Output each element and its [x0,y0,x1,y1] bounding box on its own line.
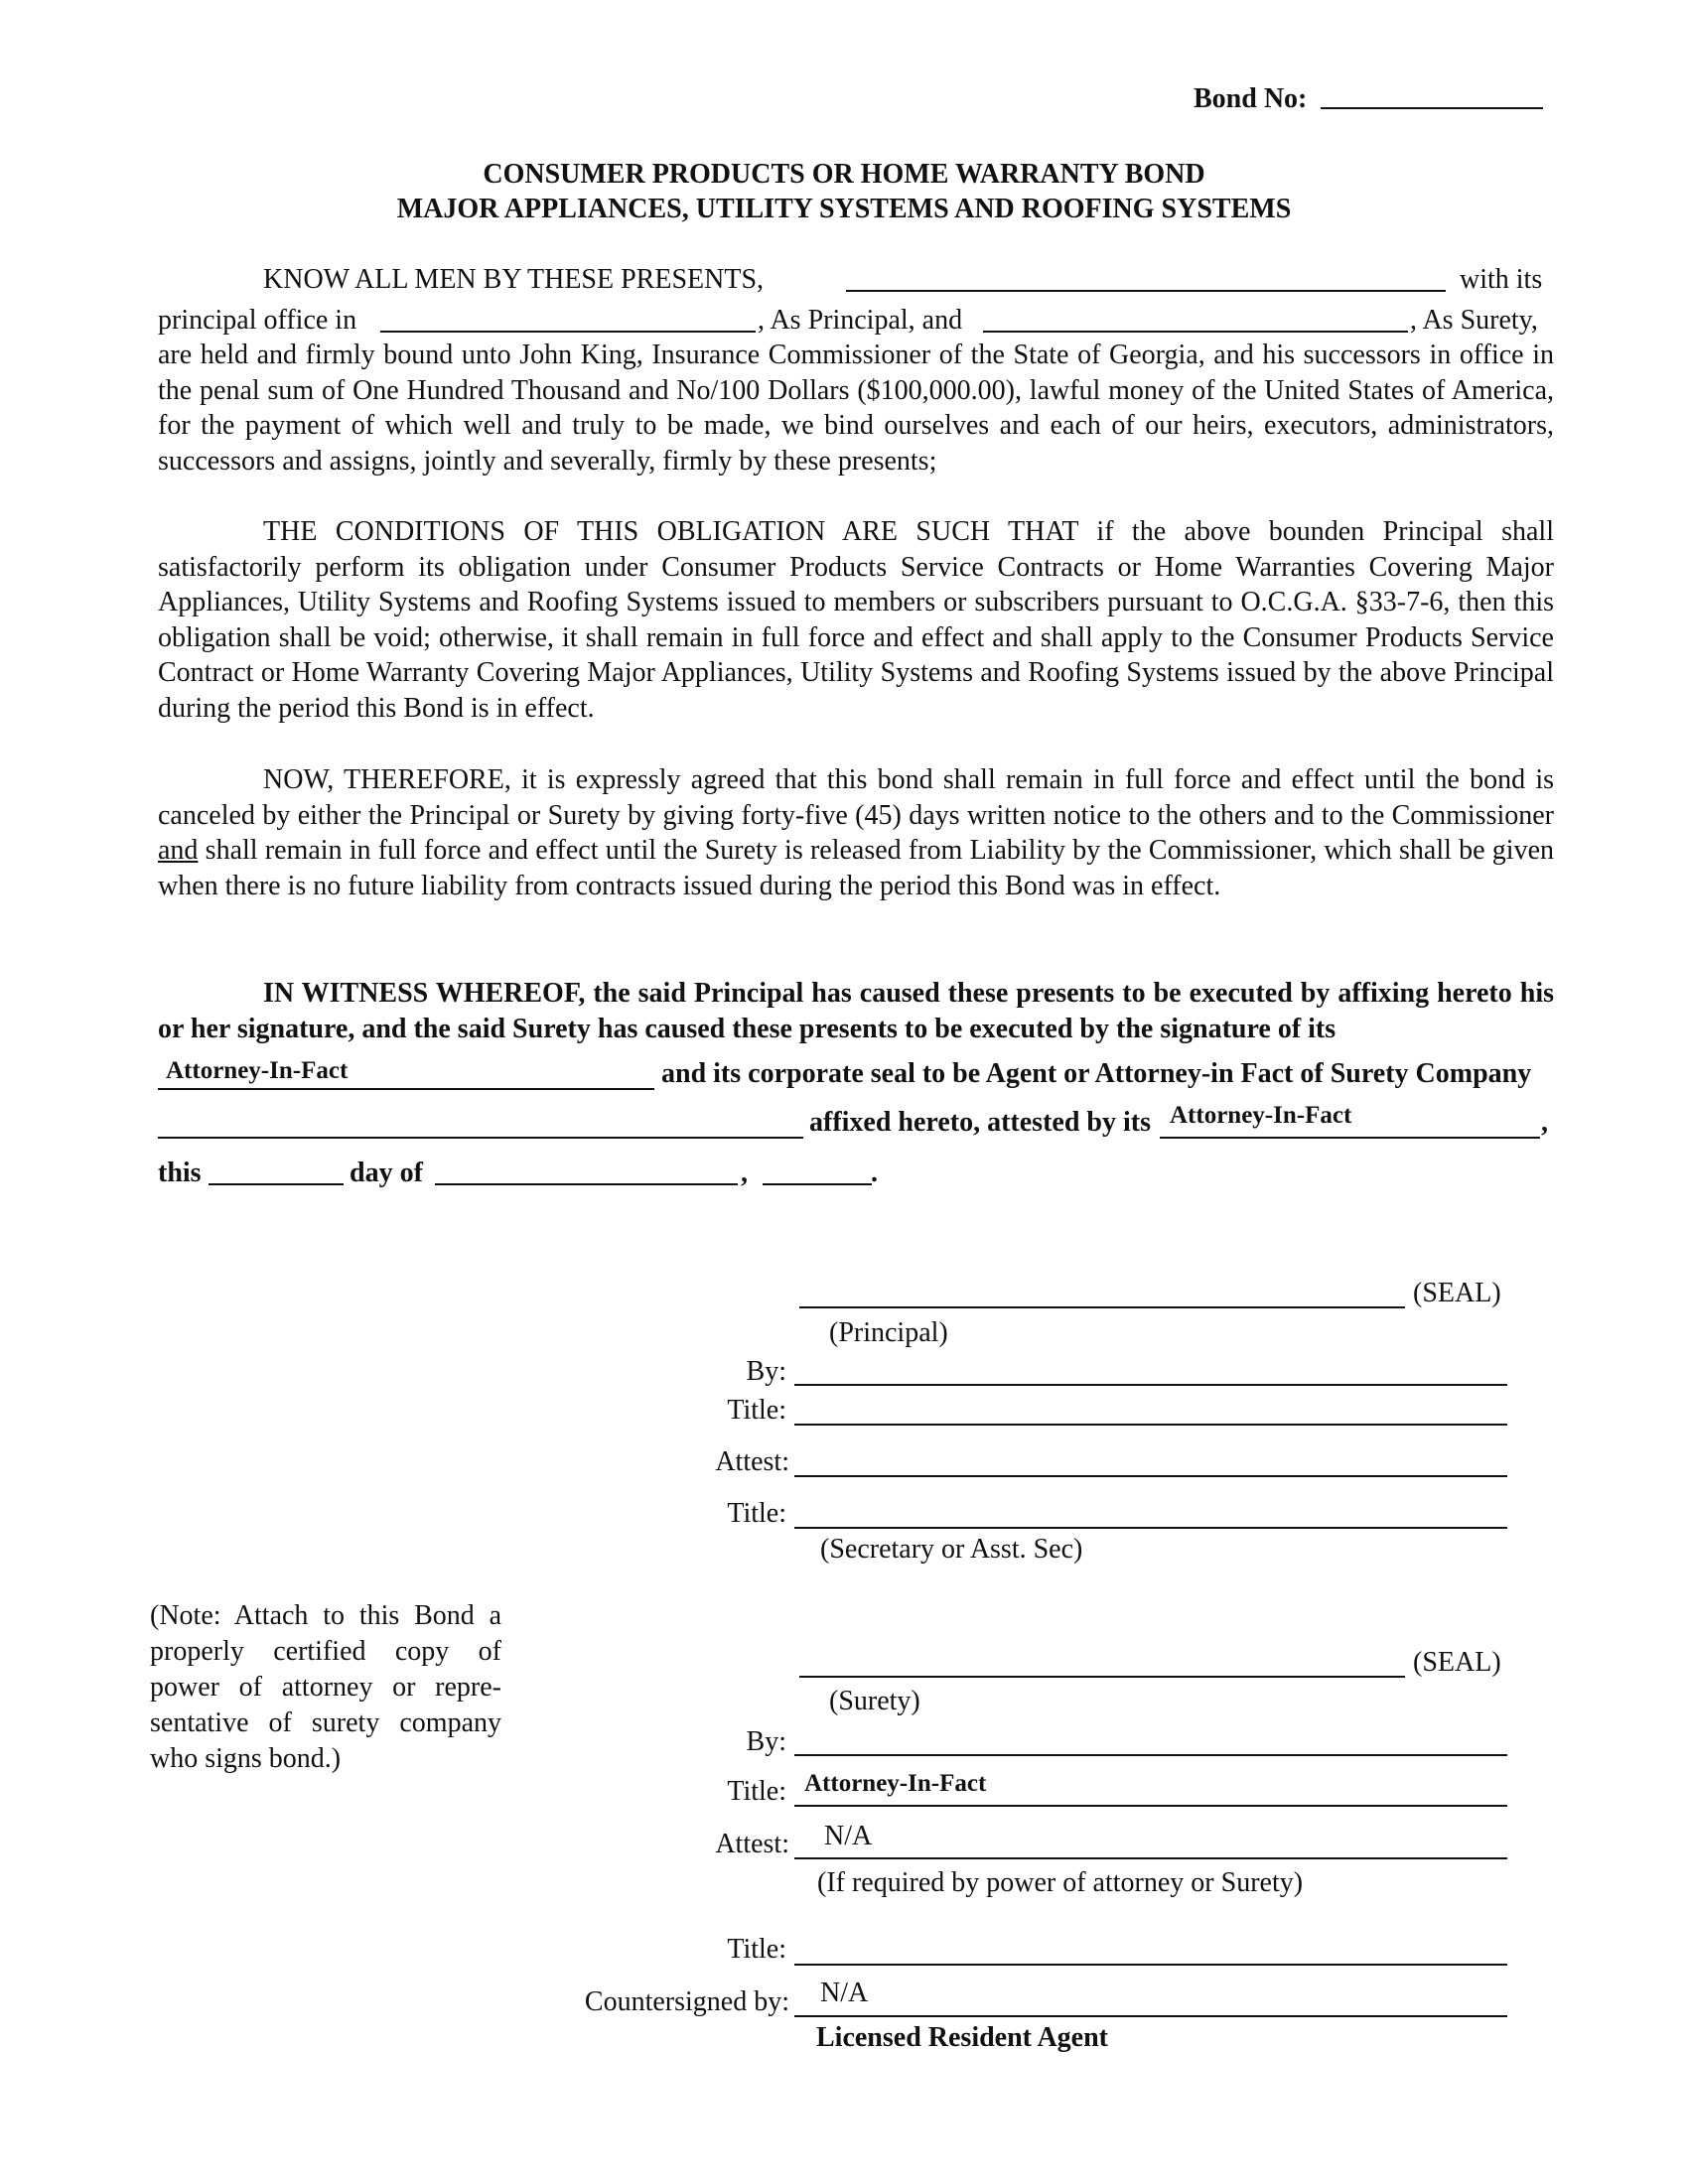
bond-no-field[interactable] [1321,107,1543,109]
now-therefore-part2: shall remain in full force and effect until the Surety is released from Liability by the Commissioner, which shall be given when there is no future liability from contracts issued during the period this Bond was in effect. [158,835,1554,901]
now-therefore-paragraph [158,762,1554,903]
as-principal-text: , As Principal, and [758,305,963,336]
comma2-text: , [741,1158,748,1188]
principal-signature-line[interactable] [799,1306,1405,1308]
principal-attest-field[interactable] [794,1475,1507,1477]
surety-title-label: Title: [727,1776,786,1807]
licensed-agent-label: Licensed Resident Agent [816,2022,1108,2053]
surety-label: (Surety) [829,1686,920,1716]
principal-seal-label: (SEAL) [1413,1278,1501,1308]
principal-office-label: principal office in [158,305,357,336]
principal-title-field[interactable] [794,1424,1507,1426]
countersigned-label: Countersigned by: [584,1986,789,2017]
principal-office-field[interactable] [380,331,756,333]
bond-no-label: Bond No: [1194,83,1308,114]
corporate-seal-text: and its corporate seal to be Agent or Attorney-in Fact of Surety Company [661,1058,1532,1089]
principal-title2-label: Title: [727,1498,786,1529]
surety-signature-line[interactable] [799,1676,1405,1678]
now-therefore-part1: NOW, THEREFORE, it is expressly agreed that this bond shall remain in full force and effect until the bond is canceled by either the Principal or Surety by giving forty-five (45) days written notice to the others and to the Commissioner [158,764,1554,831]
surety-name-field[interactable] [983,331,1408,333]
surety-title-fill: Attorney-In-Fact [804,1770,987,1797]
principal-label: (Principal) [829,1317,948,1348]
principal-by-label: By: [746,1356,786,1387]
surety-attest-label: Attest: [715,1829,789,1859]
secretary-label: (Secretary or Asst. Sec) [820,1534,1083,1565]
surety-title2-field[interactable] [794,1964,1507,1966]
attorney-in-fact-fill-2: Attorney-In-Fact [1170,1102,1352,1129]
countersigned-fill: N/A [820,1978,869,2008]
conditions-paragraph: THE CONDITIONS OF THIS OBLIGATION ARE SUCH THAT if the above bounden Principal shall satisfactorily perform its obligation under Consumer Products Service Contracts or Home Warranties Covering Major Appliances, Utility Systems and Roofing Systems issued to members or subscribers pursuant to O.C.G.A. §33-7-6, then this obligation shall be void; otherwise, it shall remain in full force and effect and shall apply to the Consumer Products Service Contract or Home Warranty Covering Major Appliances, Utility Systems and Roofing Systems issued by the above Principal during the period this Bond is in effect. [158,516,1554,724]
day-field[interactable] [209,1183,344,1185]
surety-by-label: By: [746,1726,786,1757]
surety-by-field[interactable] [794,1754,1507,1756]
with-its-text: with its [1460,264,1543,295]
affixed-text: affixed hereto, attested by its [809,1107,1151,1138]
document-title-line1: CONSUMER PRODUCTS OR HOME WARRANTY BOND [483,159,1205,190]
countersigned-field[interactable] [794,2015,1507,2017]
principal-title2-field[interactable] [794,1527,1507,1529]
bound-paragraph: are held and firmly bound unto John King, Insurance Commissioner of the State of Georgia, and his successors in office in the penal sum of One Hundred Thousand and No/100 Dollars ($100,000.00), lawful money of the United States of America, for the payment of which well and truly to be made, we bind ourselves and each of our heirs, executors, administrators, successors and assigns, jointly and severally, firmly by these presents; [158,340,1554,477]
surety-company-field[interactable] [158,1137,803,1139]
attorney-field-2[interactable] [1160,1137,1540,1139]
principal-name-field[interactable] [846,290,1446,292]
year-field[interactable] [763,1183,872,1185]
surety-title2-label: Title: [727,1934,786,1965]
surety-seal-label: (SEAL) [1413,1647,1501,1678]
and-underlined: and [158,835,199,866]
surety-attest-fill: N/A [824,1821,873,1851]
know-all-men-text: KNOW ALL MEN BY THESE PRESENTS, [263,264,765,295]
document-title-line2: MAJOR APPLIANCES, UTILITY SYSTEMS AND ROOFING SYSTEMS [396,194,1292,224]
as-surety-text: , As Surety, [1410,305,1538,336]
principal-by-field[interactable] [794,1384,1507,1386]
day-of-label: day of [350,1158,423,1188]
principal-title-label: Title: [727,1395,786,1426]
this-label: this [158,1158,202,1188]
attorney-field-1[interactable] [158,1088,654,1090]
month-field[interactable] [435,1183,738,1185]
note-text: (Note: Attach to this Bond a properly certified copy of power of attorney or repre-sentative of surety company who signs bond.) [150,1600,501,1774]
principal-attest-label: Attest: [715,1446,789,1477]
surety-title-field[interactable] [794,1805,1507,1807]
witness-paragraph: IN WITNESS WHEREOF, the said Principal has caused these presents to be executed by affixing hereto his or her signature, and the said Surety has caused these presents to be executed by the signature of its [158,978,1554,1044]
period-text: . [871,1158,878,1188]
comma-text: , [1541,1107,1548,1138]
attorney-in-fact-fill-1: Attorney-In-Fact [166,1057,349,1084]
surety-attest-field[interactable] [794,1857,1507,1859]
if-required-label: (If required by power of attorney or Surety) [817,1867,1304,1898]
